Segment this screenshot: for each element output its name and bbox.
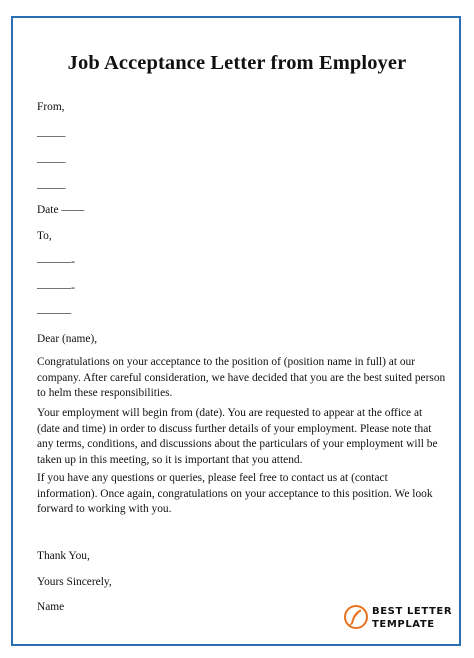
- closing-thanks: Thank You,: [37, 550, 90, 562]
- to-label: To,: [37, 230, 52, 242]
- date-line: Date ——: [37, 204, 85, 216]
- brand-logo: [343, 600, 453, 636]
- document-title: Job Acceptance Letter from Employer: [67, 52, 407, 74]
- from-line-2: _____: [37, 152, 66, 164]
- to-line-3: ———: [37, 307, 72, 319]
- quill-pen-icon: [343, 604, 369, 630]
- from-label: From,: [37, 101, 65, 113]
- paragraph-1: Congratulations on your acceptance to the position of (position name in full) at our company. After careful consideration, we have decided that you are the best suited person to helm these responsibilities.: [37, 356, 446, 399]
- to-line-1: ———-: [37, 256, 75, 268]
- from-line-3: _____: [37, 178, 66, 190]
- salutation: Dear (name),: [37, 333, 98, 345]
- logo-text-line-2: TEMPLATE: [372, 619, 435, 630]
- paragraph-2: Your employment will begin from (date). You are requested to appear at the office at (date and time) in order to discuss further details of your employment. Please note that any terms, conditions, and discussions about the particulars of your employment will be taken up in this meeting, so it is important that you attend.: [37, 407, 438, 466]
- from-line-1: _____: [37, 126, 66, 138]
- closing-sign-off: Yours Sincerely,: [37, 576, 112, 588]
- paragraph-3: If you have any questions or queries, please feel free to contact us at (contact information). Once again, congratulations on your acceptance to this position. We look forward to working with you.: [37, 472, 433, 515]
- closing-name: Name: [37, 601, 65, 613]
- logo-text-line-1: BEST LETTER: [372, 606, 453, 617]
- to-line-2: ———-: [37, 282, 75, 294]
